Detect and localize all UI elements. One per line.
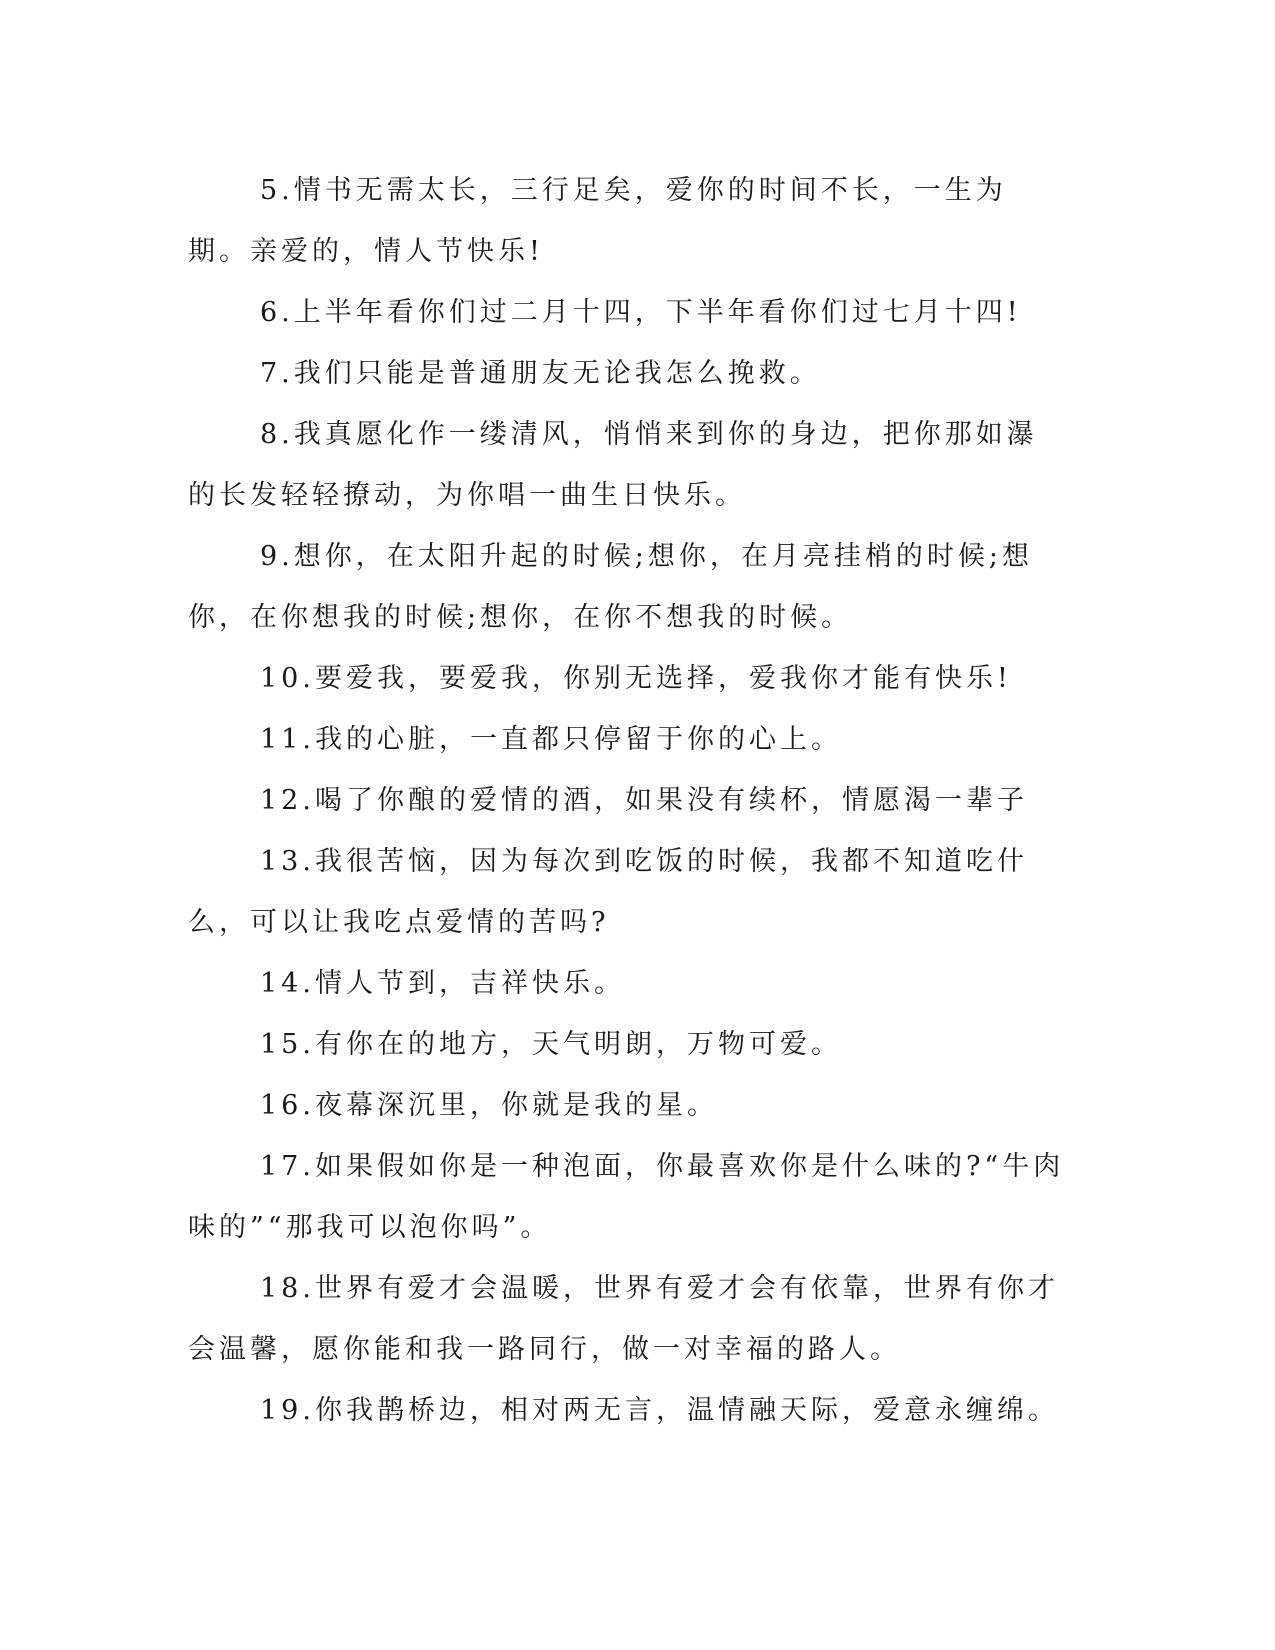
paragraph-9: 9.想你，在太阳升起的时候;想你，在月亮挂梢的时候;想你，在你想我的时候;想你，在你不想我的时候。 bbox=[188, 541, 1033, 633]
paragraph-10: 10.要爱我，要爱我，你别无选择，爱我你才能有快乐! bbox=[260, 663, 1012, 694]
paragraph-7: 7.我们只能是普通朋友无论我怎么挽救。 bbox=[260, 358, 821, 389]
paragraph-13: 13.我很苦恼，因为每次到吃饭的时候，我都不知道吃什么，可以让我吃点爱情的苦吗? bbox=[188, 846, 1028, 938]
paragraph-16: 16.夜幕深沉里，你就是我的星。 bbox=[260, 1090, 718, 1121]
paragraph-8: 8.我真愿化作一缕清风，悄悄来到你的身边，把你那如瀑的长发轻轻撩动，为你唱一曲生日快乐。 bbox=[188, 419, 1038, 511]
paragraph-12: 12.喝了你酿的爱情的酒，如果没有续杯，情愿渴一辈子 bbox=[260, 785, 1028, 816]
paragraph-15: 15.有你在的地方，天气明朗，万物可爱。 bbox=[260, 1029, 842, 1060]
document-body bbox=[188, 160, 1068, 1441]
paragraph-18: 18.世界有爱才会温暖，世界有爱才会有依靠，世界有你才会温馨，愿你能和我一路同行，做一对幸福的路人。 bbox=[188, 1273, 1059, 1365]
paragraph-11: 11.我的心脏，一直都只停留于你的心上。 bbox=[260, 724, 842, 755]
paragraph-19: 19.你我鹊桥边，相对两无言，温情融天际，爱意永缠绵。 bbox=[260, 1395, 1059, 1426]
paragraph-14: 14.情人节到，吉祥快乐。 bbox=[260, 968, 625, 999]
paragraph-6: 6.上半年看你们过二月十四，下半年看你们过七月十四! bbox=[260, 297, 1022, 328]
paragraph-17: 17.如果假如你是一种泡面，你最喜欢你是什么味的?“牛肉味的”“那我可以泡你吗”。 bbox=[188, 1151, 1065, 1243]
paragraph-5: 5.情书无需太长，三行足矣，爱你的时间不长，一生为期。亲爱的，情人节快乐! bbox=[188, 175, 1007, 267]
